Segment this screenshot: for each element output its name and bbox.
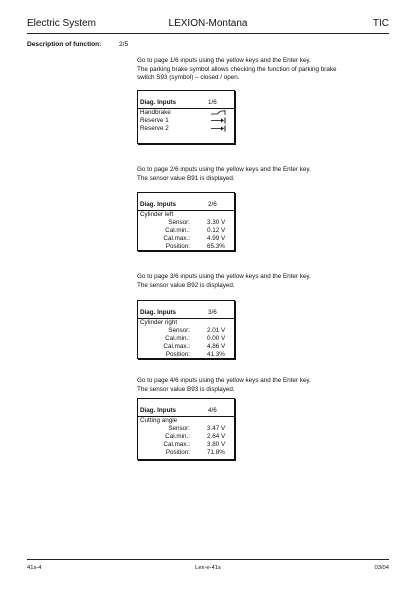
row-value: 41.3% [207, 351, 225, 358]
row-key: Cal.max.: [163, 343, 190, 350]
description-label: Description of function: [27, 41, 102, 48]
diag-subtitle: Cutting angle [140, 417, 178, 424]
row-value: 0.00 V [207, 335, 226, 342]
diag-subtitle-row [138, 417, 234, 425]
row-value: 4.99 V [207, 235, 226, 242]
row-key: Sensor: [168, 219, 190, 226]
row-label: Reserve 2 [140, 125, 169, 132]
diag-row [138, 425, 234, 433]
diag-subtitle-row [138, 319, 234, 327]
row-value: 65.3% [207, 243, 225, 250]
text-line: The sensor value B91 is displayed. [137, 174, 235, 182]
row-value: 3.80 V [207, 441, 226, 448]
diag-page: 3/6 [208, 309, 217, 316]
row-value: 0.12 V [207, 227, 226, 234]
diag-subtitle: Cylinder right [140, 319, 178, 326]
diag-header [138, 201, 234, 211]
row-key: Cal.min.: [165, 335, 190, 342]
row-value: 2.01 V [207, 327, 226, 334]
row-key: Cal.min.: [165, 227, 190, 234]
header-rule [27, 33, 389, 34]
diag-header [138, 309, 234, 319]
footer-rule [27, 559, 389, 560]
diag-panel-2 [137, 192, 235, 251]
diag-row [138, 449, 234, 457]
row-key: Cal.max.: [163, 441, 190, 448]
diag-row [138, 235, 234, 243]
text-line: The sensor value B92 is displayed. [137, 281, 235, 289]
diag-header [138, 407, 234, 417]
header-section-title: Electric System [27, 18, 96, 29]
switch-open-icon [210, 117, 226, 124]
description-heading [27, 41, 129, 48]
header-model-title: LEXION-Montana [168, 18, 248, 29]
diag-panel-3 [137, 300, 235, 359]
page-header [27, 13, 389, 33]
row-label: Handbrake [140, 109, 171, 116]
row-key: Position: [165, 449, 190, 456]
diag-page: 2/6 [208, 201, 217, 208]
diag-row [138, 441, 234, 449]
diag-row [138, 327, 234, 335]
description-page-number: 2/5 [119, 41, 129, 48]
footer-date: 03/04 [374, 565, 389, 571]
diag-row-reserve-2 [138, 125, 234, 133]
diag-row-handbrake [138, 109, 234, 117]
diag-page: 1/6 [208, 99, 217, 106]
diag-row [138, 335, 234, 343]
diag-title: Diag. Inputs [140, 201, 177, 208]
row-key: Position: [165, 243, 190, 250]
text-line: The sensor value B93 is displayed. [137, 385, 235, 393]
row-value: 71.8% [207, 449, 225, 456]
diag-row [138, 219, 234, 227]
text-line: Go to page 1/6 inputs using the yellow keys and the Enter key. [137, 57, 311, 64]
diag-row [138, 351, 234, 359]
diag-title: Diag. Inputs [140, 99, 177, 106]
row-key: Sensor: [168, 327, 190, 334]
section-1-text [137, 57, 387, 83]
row-key: Position: [165, 351, 190, 358]
section-4-text [137, 377, 387, 394]
row-value: 3.47 V [207, 425, 226, 432]
diag-title: Diag. Inputs [140, 309, 177, 316]
footer-page-id: 41s-4 [27, 565, 42, 571]
diag-panel-4 [137, 398, 235, 460]
switch-closed-icon [210, 109, 226, 116]
switch-open-icon [210, 125, 226, 132]
diag-row [138, 227, 234, 235]
section-3-text [137, 273, 387, 290]
section-2-text [137, 166, 387, 183]
text-line: Go to page 2/6 inputs using the yellow keys and the Enter key. [137, 166, 311, 173]
header-doc-code: TIC [372, 18, 389, 29]
diag-page: 4/6 [208, 407, 217, 414]
text-line: switch S93 (symbol) – closed / open. [137, 74, 240, 82]
text-line: The parking brake symbol allows checking the function of parking brake [137, 65, 337, 73]
row-value: 2.64 V [207, 433, 226, 440]
diag-header [138, 99, 234, 109]
row-key: Cal.min.: [165, 433, 190, 440]
row-key: Cal.max.: [163, 235, 190, 242]
row-label: Reserve 1 [140, 117, 169, 124]
row-value: 3.30 V [207, 219, 226, 226]
text-line: Go to page 3/6 inputs using the yellow keys and the Enter key. [137, 273, 311, 280]
row-key: Sensor: [168, 425, 190, 432]
diag-row [138, 243, 234, 251]
diag-row [138, 433, 234, 441]
diag-panel-1 [137, 90, 235, 144]
diag-row-reserve-1 [138, 117, 234, 125]
diag-subtitle-row [138, 211, 234, 219]
diag-title: Diag. Inputs [140, 407, 177, 414]
footer-doc-id: Lex-e-41s [195, 565, 221, 571]
row-value: 4.86 V [207, 343, 226, 350]
diag-subtitle: Cylinder left [140, 211, 174, 218]
text-line: Go to page 4/6 inputs using the yellow keys and the Enter key. [137, 377, 311, 384]
diag-row [138, 343, 234, 351]
